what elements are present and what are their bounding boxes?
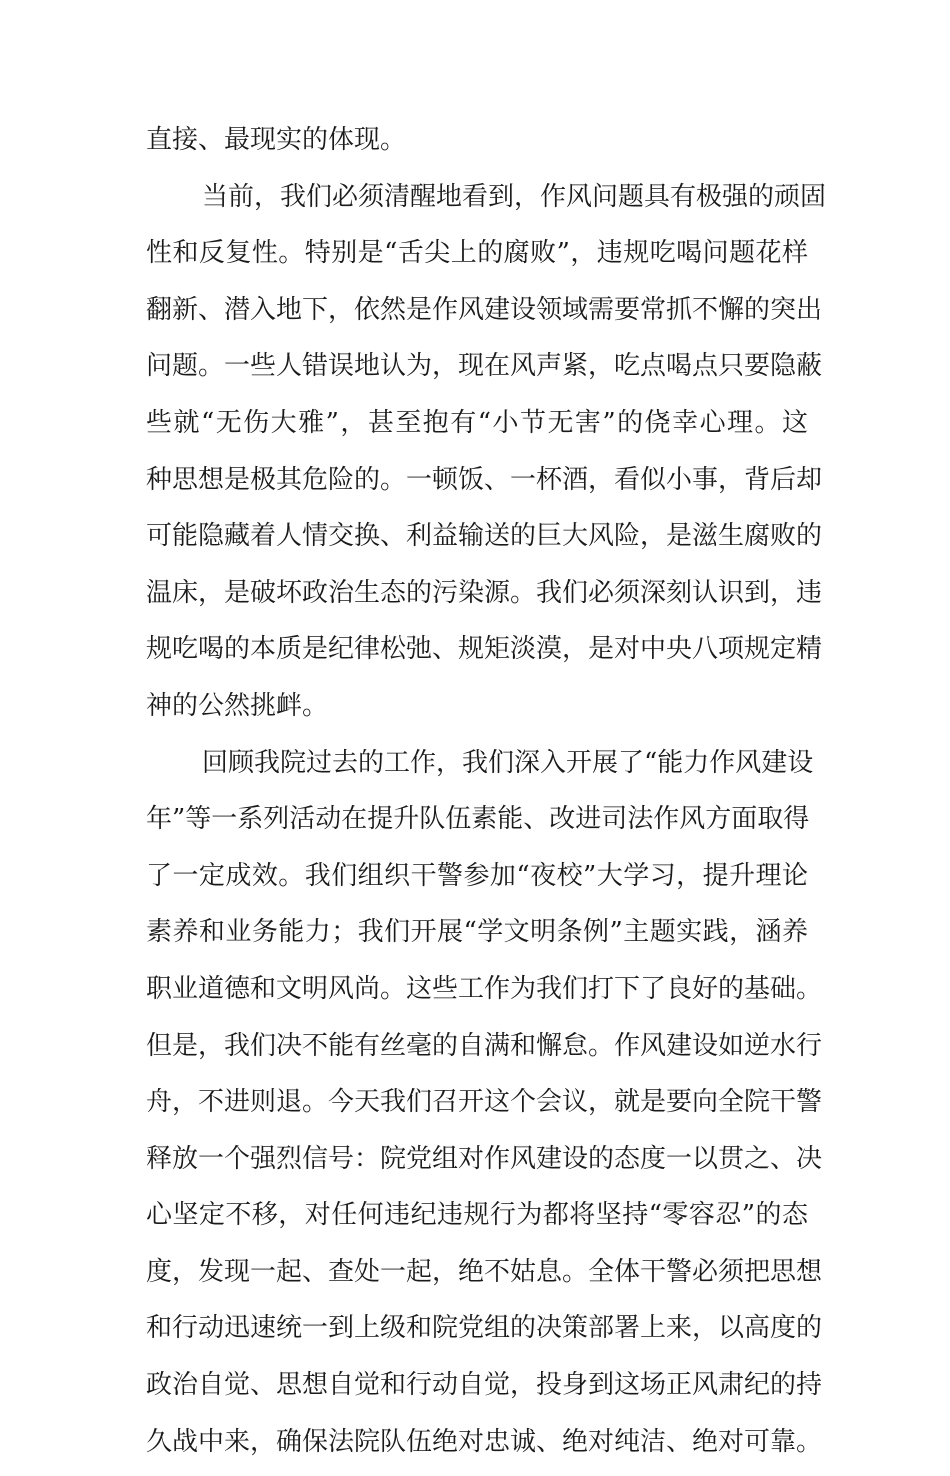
text-line: 当前，我们必须清醒地看到，作风问题具有极强的顽固 bbox=[202, 181, 827, 212]
document-body bbox=[146, 118, 827, 1476]
text-line: 规吃喝的本质是纪律松弛、规矩淡漠，是对中央八项规定精 bbox=[146, 634, 823, 665]
text-line: 翻新、潜入地下，依然是作风建设领域需要常抓不懈的突出 bbox=[146, 294, 823, 325]
text-line: 种思想是极其危险的。一顿饭、一杯酒，看似小事，背后却 bbox=[146, 464, 823, 495]
text-line: 和行动迅速统一到上级和院党组的决策部署上来，以高度的 bbox=[146, 1313, 823, 1344]
text-line: 心坚定不移，对任何违纪违规行为都将坚持“零容忍”的态 bbox=[146, 1200, 808, 1231]
text-line: 素养和业务能力；我们开展“学文明条例”主题实践，涵养 bbox=[146, 917, 808, 948]
text-line: 直接、最现实的体现。 bbox=[146, 125, 407, 155]
text-line: 职业道德和文明风尚。这些工作为我们打下了良好的基础。 bbox=[146, 973, 823, 1004]
text-line: 回顾我院过去的工作，我们深入开展了“能力作风建设 bbox=[202, 747, 814, 778]
text-line: 度，发现一起、查处一起，绝不姑息。全体干警必须把思想 bbox=[146, 1256, 823, 1287]
text-line: 舟，不进则退。今天我们召开这个会议，就是要向全院干警 bbox=[146, 1087, 823, 1118]
text-line: 释放一个强烈信号：院党组对作风建设的态度一以贯之、决 bbox=[146, 1143, 823, 1174]
text-line: 性和反复性。特别是“舌尖上的腐败”，违规吃喝问题花样 bbox=[146, 238, 808, 269]
text-line: 年”等一系列活动在提升队伍素能、改进司法作风方面取得 bbox=[146, 804, 810, 835]
text-line: 温床，是破坏政治生态的污染源。我们必须深刻认识到，违 bbox=[146, 577, 823, 608]
text-line: 政治自觉、思想自觉和行动自觉，投身到这场正风肃纪的持 bbox=[146, 1370, 823, 1401]
text-line: 神的公然挑衅。 bbox=[146, 690, 329, 721]
text-line: 问题。一些人错误地认为，现在风声紧，吃点喝点只要隐蔽 bbox=[146, 351, 823, 382]
text-line: 可能隐藏着人情交换、利益输送的巨大风险，是滋生腐败的 bbox=[146, 521, 823, 552]
text-line: 些就“无伤大雅”，甚至抱有“小节无害”的侥幸心理。这 bbox=[146, 407, 808, 438]
text-line: 但是，我们决不能有丝毫的自满和懈怠。作风建设如逆水行 bbox=[146, 1030, 823, 1061]
text-line: 久战中来，确保法院队伍绝对忠诚、绝对纯洁、绝对可靠。 bbox=[146, 1426, 823, 1457]
text-line: 了一定成效。我们组织干警参加“夜校”大学习，提升理论 bbox=[146, 860, 808, 891]
